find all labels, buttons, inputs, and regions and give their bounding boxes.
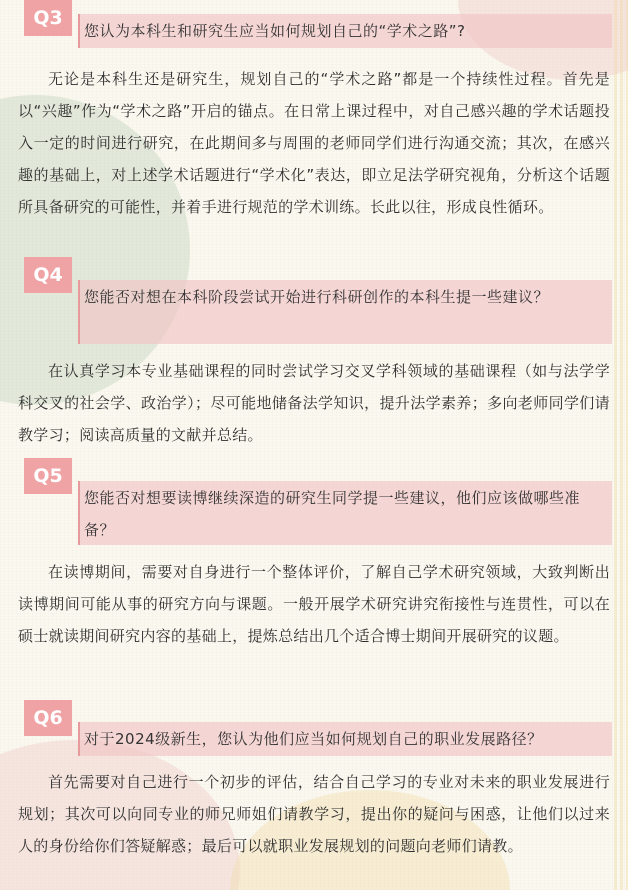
question-badge-q5: Q5 — [24, 458, 72, 494]
decorative-yellow-stripes — [614, 0, 628, 890]
question-text-q5: 您能否对想要读博继续深造的研究生同学提一些建议，他们应该做哪些准备？ — [84, 489, 581, 539]
question-text-q3: 您认为本科生和研究生应当如何规划自己的“学术之路”? — [84, 22, 466, 40]
question-text-q6: 对于2024级新生，您认为他们应当如何规划自己的职业发展路径？ — [84, 730, 543, 748]
answer-text-q5: 在读博期间，需要对自身进行一个整体评价，了解自己学术研究领域，大致判断出读博期间可能从事的研究方向与课题。一般开展学术研究讲究衔接性与连贯性，可以在硕士就读期间研究内容的基础上，提炼总结出几个适合博士期间开展研究的议题。 — [18, 563, 610, 645]
question-badge-q4: Q4 — [24, 257, 72, 293]
answer-text-q3: 无论是本科生还是研究生，规划自己的“学术之路”都是一个持续性过程。首先是以“兴趣”作为“学术之路”开启的锚点。在日常上课过程中，对自己感兴趣的学术话题投入一定的时间进行研究，在此期间多与周围的老师同学们进行沟通交流；其次，在感兴趣的基础上，对上述学术话题进行“学术化”表达，即立足法学研究视角，分析这个话题所具备研究的可能性，并着手进行规范的学术训练。长此以往，形成良性循环。 — [18, 70, 610, 216]
answer-text-q4: 在认真学习本专业基础课程的同时尝试学习交叉学科领域的基础课程（如与法学学科交叉的社会学、政治学）；尽可能地储备法学知识，提升法学素养；多向老师同学们请教学习；阅读高质量的文献并总结。 — [18, 362, 610, 444]
question-text-q4: 您能否对想在本科阶段尝试开始进行科研创作的本科生提一些建议？ — [84, 288, 550, 306]
answer-text-q6: 首先需要对自己进行一个初步的评估，结合自己学习的专业对未来的职业发展进行规划；其次可以向同专业的师兄师姐们请教学习，提出你的疑问与困惑，让他们以过来人的身份给你们答疑解惑；最后可以就职业发展规划的问题向老师们请教。 — [18, 773, 610, 855]
question-badge-q3: Q3 — [24, 0, 72, 36]
question-badge-q6: Q6 — [24, 700, 72, 736]
